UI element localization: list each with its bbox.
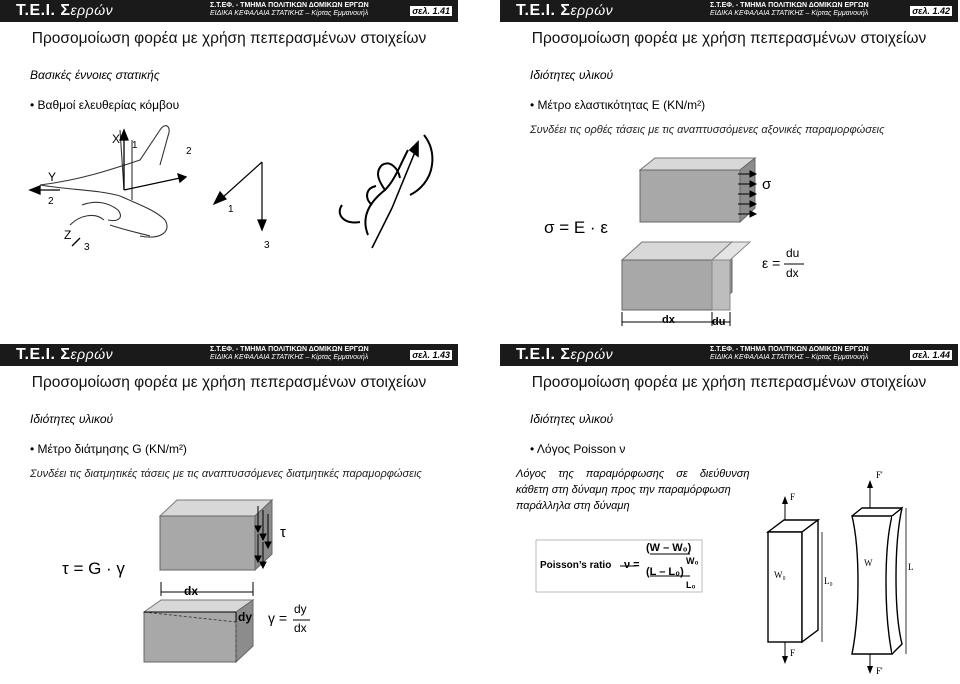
strain-label: ε = bbox=[762, 255, 781, 271]
fraction-denominator: dx bbox=[786, 266, 799, 280]
section-heading: Ιδιότητες υλικού bbox=[530, 68, 614, 82]
force-label-left-bottom: F bbox=[790, 648, 796, 658]
denominator-diff: (L – L₀) bbox=[646, 566, 684, 578]
fraction-denominator: dx bbox=[294, 621, 307, 635]
department-line: Σ.Τ.ΕΦ. - ΤΜΗΜΑ ΠΟΛΙΤΙΚΩΝ ΔΟΜΙΚΩΝ ΕΡΓΩΝ bbox=[210, 2, 369, 9]
institution-logo: Τ.Ε.Ι. Σερρών bbox=[16, 2, 114, 19]
nu-label: ν = bbox=[624, 559, 640, 571]
width-label: W bbox=[864, 558, 873, 568]
tau-label: τ bbox=[280, 524, 286, 541]
department-line: Σ.Τ.ΕΦ. - ΤΜΗΜΑ ΠΟΛΙΤΙΚΩΝ ΔΟΜΙΚΩΝ ΕΡΓΩΝ bbox=[710, 2, 869, 9]
description-text: Συνδέει τις ορθές τάσεις με τις αναπτυσσόμενες αξονικές παραμορφώσεις bbox=[530, 124, 885, 136]
elastic-block-figure bbox=[500, 0, 958, 340]
bullet-item: • Μέτρο ελαστικότητας Ε (KN/m²) bbox=[530, 98, 706, 112]
label-z: Z bbox=[64, 228, 72, 242]
section-heading: Βασικές έννοιες στατικής bbox=[30, 68, 160, 82]
shear-block-figure bbox=[0, 344, 458, 684]
department-line: Σ.Τ.ΕΦ. - ΤΜΗΜΑ ΠΟΛΙΤΙΚΩΝ ΔΟΜΙΚΩΝ ΕΡΓΩΝ bbox=[210, 346, 369, 353]
degrees-of-freedom-figure bbox=[0, 0, 458, 340]
institution-logo: Τ.Ε.Ι. Σερρών bbox=[516, 2, 614, 19]
poisson-figure bbox=[500, 344, 958, 684]
page-number: σελ. 1.41 bbox=[412, 6, 450, 16]
dimension-dy: dy bbox=[238, 610, 253, 624]
section-heading: Ιδιότητες υλικού bbox=[30, 412, 114, 426]
label-y: Y bbox=[48, 170, 57, 184]
label-z-3: 3 bbox=[84, 242, 90, 253]
description-line-2: κάθετη στη δύναμη προς την παραμόρφωση bbox=[516, 484, 731, 496]
length-label: L bbox=[908, 562, 914, 572]
poisson-label: Poisson’s ratio bbox=[540, 560, 612, 571]
course-line: ΕΙΔΙΚΑ ΚΕΦΑΛΑΙΑ ΣΤΑΤΙΚΗΣ – Κίρτας Εμμανουήλ bbox=[210, 10, 369, 17]
width-original-label: W₀ bbox=[774, 570, 786, 580]
force-label-right-bottom: F' bbox=[876, 666, 883, 676]
axis-label-1: 1 bbox=[228, 204, 234, 215]
label-y-2: 2 bbox=[48, 196, 54, 207]
description-line-3: παράλληλα στη δύναμη bbox=[516, 500, 630, 512]
numerator-diff: (W – W₀) bbox=[646, 542, 692, 554]
course-line: ΕΙΔΙΚΑ ΚΕΦΑΛΑΙΑ ΣΤΑΤΙΚΗΣ – Κίρτας Εμμανουήλ bbox=[210, 354, 369, 361]
description-line-1: Λόγος της παραμόρφωσης σε διεύθυνση bbox=[516, 468, 750, 480]
slide-1 bbox=[0, 0, 458, 340]
force-label-right: F' bbox=[876, 470, 883, 480]
department-line: Σ.Τ.ΕΦ. - ΤΜΗΜΑ ΠΟΛΙΤΙΚΩΝ ΔΟΜΙΚΩΝ ΕΡΓΩΝ bbox=[710, 346, 869, 353]
length-original-label: L₀ bbox=[824, 576, 833, 586]
label-x: X bbox=[112, 132, 121, 146]
bullet-item: • Μέτρο διάτμησης G (KN/m²) bbox=[30, 442, 187, 456]
dimension-dx: dx bbox=[662, 314, 675, 326]
page-number: σελ. 1.42 bbox=[912, 6, 950, 16]
course-line: ΕΙΔΙΚΑ ΚΕΦΑΛΑΙΑ ΣΤΑΤΙΚΗΣ – Κίρτας Εμμανουήλ bbox=[710, 10, 869, 17]
slide-title: Προσομοίωση φορέα με χρήση πεπερασμένων στοιχείων bbox=[531, 374, 927, 391]
bullet-item: • Βαθμοί ελευθερίας κόμβου bbox=[30, 98, 180, 112]
gamma-label: γ = bbox=[268, 610, 288, 626]
bullet-item: • Λόγος Poisson ν bbox=[530, 442, 626, 456]
fraction-numerator: dy bbox=[294, 602, 307, 616]
description-text: Συνδέει τις διατμητικές τάσεις με τις αναπτυσσόμενες διατμητικές παραμορφώσεις bbox=[30, 468, 422, 480]
section-heading: Ιδιότητες υλικού bbox=[530, 412, 614, 426]
institution-logo: Τ.Ε.Ι. Σερρών bbox=[516, 346, 614, 363]
page-number: σελ. 1.43 bbox=[412, 350, 450, 360]
slide-4 bbox=[500, 344, 958, 684]
sigma-label: σ bbox=[762, 176, 772, 193]
label-2: 2 bbox=[186, 146, 192, 157]
slide-title: Προσομοίωση φορέα με χρήση πεπερασμένων στοιχείων bbox=[31, 30, 427, 47]
course-line: ΕΙΔΙΚΑ ΚΕΦΑΛΑΙΑ ΣΤΑΤΙΚΗΣ – Κίρτας Εμμανουήλ bbox=[710, 354, 869, 361]
axis-label-3: 3 bbox=[264, 240, 270, 251]
label-1: 1 bbox=[132, 140, 138, 151]
slide-title: Προσομοίωση φορέα με χρήση πεπερασμένων στοιχείων bbox=[31, 374, 427, 391]
fraction-numerator: du bbox=[786, 246, 800, 260]
numerator-base: W₀ bbox=[686, 556, 699, 566]
hooke-formula: σ = E · ε bbox=[544, 218, 608, 237]
page-number: σελ. 1.44 bbox=[912, 350, 950, 360]
dimension-du: du bbox=[712, 316, 726, 328]
dimension-dx: dx bbox=[184, 584, 199, 598]
slide-2 bbox=[500, 0, 958, 340]
shear-formula: τ = G · γ bbox=[62, 559, 125, 578]
force-label-left: F bbox=[790, 492, 796, 502]
denominator-base: L₀ bbox=[686, 580, 696, 590]
slide-3 bbox=[0, 344, 458, 684]
slide-title: Προσομοίωση φορέα με χρήση πεπερασμένων στοιχείων bbox=[531, 30, 927, 47]
institution-logo: Τ.Ε.Ι. Σερρών bbox=[16, 346, 114, 363]
